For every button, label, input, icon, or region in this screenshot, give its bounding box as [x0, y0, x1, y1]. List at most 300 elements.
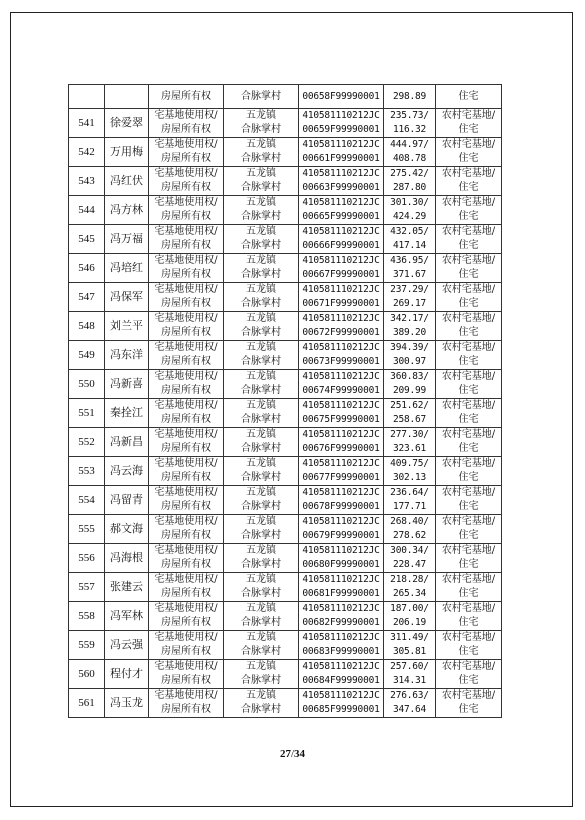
location-line: 五龙镇 — [246, 226, 276, 237]
unit-code-line: 410581110212JC — [302, 661, 380, 672]
usage-line: 农村宅基地/ — [441, 139, 496, 150]
usage-line: 农村宅基地/ — [441, 197, 496, 208]
usage-line: 住宅 — [458, 385, 479, 396]
usage-line: 住宅 — [458, 646, 479, 657]
right-type-line: 宅基地使用权/ — [154, 487, 218, 498]
table-row — [69, 283, 502, 312]
area — [384, 312, 436, 341]
usage-line: 农村宅基地/ — [441, 371, 496, 382]
usage-line: 住宅 — [458, 588, 479, 599]
right-type-line: 房屋所有权 — [161, 385, 211, 396]
unit-code-line: 410581110212JC — [302, 603, 380, 614]
right-type — [149, 225, 224, 254]
area-line: 116.32 — [392, 124, 427, 135]
area — [384, 254, 436, 283]
right-type-line: 宅基地使用权/ — [154, 197, 218, 208]
right-type-line: 房屋所有权 — [161, 617, 211, 628]
owner-name: 冯海根 — [105, 544, 149, 573]
row-index: 555 — [69, 515, 105, 544]
location-line: 合脉掌村 — [241, 588, 281, 599]
usage-line: 住宅 — [458, 182, 479, 193]
usage — [436, 283, 502, 312]
unit-code — [299, 602, 384, 631]
unit-code-line: 00659F99990001 — [302, 124, 380, 135]
right-type-line: 房屋所有权 — [161, 501, 211, 512]
unit-code-line: 00684F99990001 — [302, 675, 380, 686]
owner-name: 郝文海 — [105, 515, 149, 544]
unit-code-line: 00679F99990001 — [302, 530, 380, 541]
location-line: 五龙镇 — [246, 400, 276, 411]
right-type-line: 宅基地使用权/ — [154, 284, 218, 295]
unit-code-line: 410581110212JC — [302, 110, 380, 121]
usage-line: 农村宅基地/ — [441, 313, 496, 324]
location — [224, 312, 299, 341]
table-row — [69, 109, 502, 138]
unit-code-line: 00663F99990001 — [302, 182, 380, 193]
usage — [436, 631, 502, 660]
usage — [436, 138, 502, 167]
unit-code-line: 00683F99990001 — [302, 646, 380, 657]
location-line: 五龙镇 — [246, 255, 276, 266]
area-line: 236.64/ — [390, 487, 429, 498]
usage-line: 农村宅基地/ — [441, 226, 496, 237]
owner-name: 冯新昌 — [105, 428, 149, 457]
location — [224, 515, 299, 544]
right-type — [149, 341, 224, 370]
area — [384, 109, 436, 138]
area-line: 275.42/ — [390, 168, 429, 179]
owner-name: 冯万福 — [105, 225, 149, 254]
area-line: 206.19 — [392, 617, 427, 628]
row-index: 546 — [69, 254, 105, 283]
area-line: 209.99 — [392, 385, 427, 396]
location-line: 五龙镇 — [246, 603, 276, 614]
area — [384, 341, 436, 370]
area-line: 323.61 — [392, 443, 427, 454]
right-type — [149, 370, 224, 399]
owner-name: 张建云 — [105, 573, 149, 602]
unit-code-line: 410581110212JC — [302, 226, 380, 237]
location-line: 合脉掌村 — [241, 704, 281, 715]
unit-code — [299, 196, 384, 225]
unit-code — [299, 573, 384, 602]
location-line: 五龙镇 — [246, 661, 276, 672]
table-row — [69, 689, 502, 718]
right-type-line: 房屋所有权 — [161, 472, 211, 483]
location-line: 五龙镇 — [246, 342, 276, 353]
area-line: 301.30/ — [390, 197, 429, 208]
location-line: 合脉掌村 — [241, 327, 281, 338]
usage-line: 农村宅基地/ — [441, 516, 496, 527]
unit-code-line: 00675F99990001 — [302, 414, 380, 425]
right-type — [149, 138, 224, 167]
unit-code-line: 00667F99990001 — [302, 269, 380, 280]
unit-code — [299, 109, 384, 138]
location — [224, 486, 299, 515]
area-line: 432.05/ — [390, 226, 429, 237]
location — [224, 399, 299, 428]
unit-code-line: 410581110212JC — [302, 342, 380, 353]
right-type-line: 宅基地使用权/ — [154, 458, 218, 469]
row-index: 559 — [69, 631, 105, 660]
area-line: 394.39/ — [390, 342, 429, 353]
location-line: 合脉掌村 — [241, 443, 281, 454]
row-index: 554 — [69, 486, 105, 515]
usage-line: 农村宅基地/ — [441, 661, 496, 672]
usage — [436, 254, 502, 283]
unit-code-line: 410581110212JC — [302, 690, 380, 701]
usage-line: 农村宅基地/ — [441, 690, 496, 701]
unit-code-line: 00674F99990001 — [302, 385, 380, 396]
usage-line: 农村宅基地/ — [441, 400, 496, 411]
usage — [436, 225, 502, 254]
area-line: 251.62/ — [390, 400, 429, 411]
owner-name: 冯方林 — [105, 196, 149, 225]
right-type-line: 房屋所有权 — [161, 153, 211, 164]
area-line: 311.49/ — [390, 632, 429, 643]
area-line: 409.75/ — [390, 458, 429, 469]
location-line: 合脉掌村 — [241, 414, 281, 425]
row-index: 547 — [69, 283, 105, 312]
owner-name: 徐爱翠 — [105, 109, 149, 138]
area — [384, 457, 436, 486]
location — [224, 631, 299, 660]
location — [224, 138, 299, 167]
unit-code-line: 410581110212JC — [302, 139, 380, 150]
unit-code-line: 00661F99990001 — [302, 153, 380, 164]
owner-name: 冯红伏 — [105, 167, 149, 196]
right-type-line: 宅基地使用权/ — [154, 255, 218, 266]
right-type-line: 房屋所有权 — [161, 240, 211, 251]
location — [224, 341, 299, 370]
usage-line: 住宅 — [458, 356, 479, 367]
table-row — [69, 486, 502, 515]
location — [224, 225, 299, 254]
unit-code: 00658F99990001 — [299, 85, 384, 109]
owner-name: 冯东洋 — [105, 341, 149, 370]
usage-line: 住宅 — [458, 472, 479, 483]
unit-code — [299, 138, 384, 167]
location-line: 合脉掌村 — [241, 646, 281, 657]
table-row — [69, 138, 502, 167]
location-line: 合脉掌村 — [241, 530, 281, 541]
usage-line: 住宅 — [458, 617, 479, 628]
usage-line: 住宅 — [458, 211, 479, 222]
right-type-line: 宅基地使用权/ — [154, 632, 218, 643]
location-line: 五龙镇 — [246, 110, 276, 121]
location-line: 合脉掌村 — [241, 472, 281, 483]
area-line: 257.60/ — [390, 661, 429, 672]
right-type-line: 宅基地使用权/ — [154, 545, 218, 556]
right-type — [149, 631, 224, 660]
owner-name: 冯云海 — [105, 457, 149, 486]
right-type-line: 宅基地使用权/ — [154, 110, 218, 121]
page-current: 27 — [279, 748, 291, 760]
area-line: 305.81 — [392, 646, 427, 657]
owner-name: 刘兰平 — [105, 312, 149, 341]
row-index: 548 — [69, 312, 105, 341]
usage — [436, 428, 502, 457]
area-line: 360.83/ — [390, 371, 429, 382]
area-line: 177.71 — [392, 501, 427, 512]
unit-code-line: 410581110212JC — [302, 400, 380, 411]
usage-line: 住宅 — [458, 530, 479, 541]
location — [224, 109, 299, 138]
area-line: 268.40/ — [390, 516, 429, 527]
table-row — [69, 370, 502, 399]
location-line: 五龙镇 — [246, 284, 276, 295]
location-line: 五龙镇 — [246, 574, 276, 585]
location-line: 五龙镇 — [246, 371, 276, 382]
location — [224, 254, 299, 283]
registry-table — [68, 84, 502, 718]
unit-code-line: 410581110212JC — [302, 371, 380, 382]
right-type: 房屋所有权 — [149, 85, 224, 109]
right-type-line: 房屋所有权 — [161, 356, 211, 367]
right-type — [149, 573, 224, 602]
usage-line: 住宅 — [458, 414, 479, 425]
location-line: 合脉掌村 — [241, 298, 281, 309]
area — [384, 544, 436, 573]
right-type — [149, 254, 224, 283]
area-line: 278.62 — [392, 530, 427, 541]
unit-code — [299, 486, 384, 515]
area-line: 424.29 — [392, 211, 427, 222]
owner-name: 程付才 — [105, 660, 149, 689]
right-type-line: 宅基地使用权/ — [154, 603, 218, 614]
unit-code-line: 00682F99990001 — [302, 617, 380, 628]
area — [384, 370, 436, 399]
location — [224, 167, 299, 196]
right-type-line: 宅基地使用权/ — [154, 168, 218, 179]
area-line: 417.14 — [392, 240, 427, 251]
area — [384, 631, 436, 660]
area-line: 258.67 — [392, 414, 427, 425]
right-type-line: 房屋所有权 — [161, 646, 211, 657]
location-line: 合脉掌村 — [241, 153, 281, 164]
row-index: 553 — [69, 457, 105, 486]
area — [384, 660, 436, 689]
area — [384, 515, 436, 544]
right-type-line: 房屋所有权 — [161, 704, 211, 715]
row-index: 557 — [69, 573, 105, 602]
usage — [436, 457, 502, 486]
unit-code — [299, 283, 384, 312]
area-line: 228.47 — [392, 559, 427, 570]
location-line: 五龙镇 — [246, 313, 276, 324]
row-index — [69, 85, 105, 109]
area-line: 300.97 — [392, 356, 427, 367]
right-type-line: 房屋所有权 — [161, 559, 211, 570]
area — [384, 689, 436, 718]
table-row — [69, 631, 502, 660]
right-type-line: 房屋所有权 — [161, 124, 211, 135]
usage-line: 住宅 — [458, 124, 479, 135]
unit-code-line: 00676F99990001 — [302, 443, 380, 454]
right-type-line: 宅基地使用权/ — [154, 429, 218, 440]
usage: 住宅 — [436, 85, 502, 109]
unit-code-line: 410581110212JC — [302, 284, 380, 295]
area-line: 436.95/ — [390, 255, 429, 266]
right-type — [149, 283, 224, 312]
table-row — [69, 341, 502, 370]
usage — [436, 544, 502, 573]
location-line: 合脉掌村 — [241, 356, 281, 367]
row-index: 542 — [69, 138, 105, 167]
location-line: 五龙镇 — [246, 139, 276, 150]
unit-code-line: 00678F99990001 — [302, 501, 380, 512]
row-index: 549 — [69, 341, 105, 370]
row-index: 545 — [69, 225, 105, 254]
table-row — [69, 602, 502, 631]
usage-line: 住宅 — [458, 240, 479, 251]
area-line: 237.29/ — [390, 284, 429, 295]
right-type-line: 房屋所有权 — [161, 443, 211, 454]
location-line: 五龙镇 — [246, 545, 276, 556]
usage-line: 农村宅基地/ — [441, 574, 496, 585]
unit-code-line: 410581110212JC — [302, 197, 380, 208]
usage-line: 住宅 — [458, 153, 479, 164]
location-line: 合脉掌村 — [241, 385, 281, 396]
location-line: 合脉掌村 — [241, 617, 281, 628]
table-row — [69, 428, 502, 457]
right-type-line: 房屋所有权 — [161, 675, 211, 686]
registry-table-body — [69, 85, 502, 718]
usage-line: 住宅 — [458, 327, 479, 338]
usage — [436, 515, 502, 544]
area — [384, 196, 436, 225]
location-line: 合脉掌村 — [241, 124, 281, 135]
unit-code — [299, 341, 384, 370]
unit-code-line: 410581110212JC — [302, 487, 380, 498]
right-type-line: 宅基地使用权/ — [154, 371, 218, 382]
unit-code — [299, 689, 384, 718]
table-row — [69, 196, 502, 225]
table-row — [69, 312, 502, 341]
area — [384, 399, 436, 428]
right-type-line: 房屋所有权 — [161, 530, 211, 541]
right-type — [149, 167, 224, 196]
usage-line: 农村宅基地/ — [441, 545, 496, 556]
unit-code-line: 410581110212JC — [302, 313, 380, 324]
usage-line: 农村宅基地/ — [441, 284, 496, 295]
unit-code — [299, 254, 384, 283]
location — [224, 428, 299, 457]
usage — [436, 602, 502, 631]
table-row — [69, 457, 502, 486]
unit-code — [299, 457, 384, 486]
owner-name: 冯玉龙 — [105, 689, 149, 718]
right-type — [149, 312, 224, 341]
usage-line: 农村宅基地/ — [441, 487, 496, 498]
area-line: 389.20 — [392, 327, 427, 338]
owner-name: 冯留青 — [105, 486, 149, 515]
owner-name: 冯军林 — [105, 602, 149, 631]
right-type — [149, 457, 224, 486]
usage — [436, 341, 502, 370]
location-line: 五龙镇 — [246, 168, 276, 179]
usage — [436, 109, 502, 138]
unit-code-line: 410581110212JC — [302, 545, 380, 556]
location-line: 五龙镇 — [246, 458, 276, 469]
area-line: 314.31 — [392, 675, 427, 686]
owner-name — [105, 85, 149, 109]
location-line: 合脉掌村 — [241, 559, 281, 570]
location — [224, 602, 299, 631]
unit-code-line: 00672F99990001 — [302, 327, 380, 338]
right-type-line: 宅基地使用权/ — [154, 516, 218, 527]
page-total: 34 — [294, 748, 306, 760]
unit-code — [299, 399, 384, 428]
usage — [436, 399, 502, 428]
right-type — [149, 660, 224, 689]
right-type — [149, 399, 224, 428]
row-index: 544 — [69, 196, 105, 225]
owner-name: 冯云强 — [105, 631, 149, 660]
area — [384, 225, 436, 254]
area-line: 342.17/ — [390, 313, 429, 324]
location-line: 合脉掌村 — [241, 182, 281, 193]
usage-line: 住宅 — [458, 704, 479, 715]
location — [224, 457, 299, 486]
right-type-line: 宅基地使用权/ — [154, 690, 218, 701]
unit-code — [299, 660, 384, 689]
usage — [436, 196, 502, 225]
area-line: 408.78 — [392, 153, 427, 164]
table-row — [69, 254, 502, 283]
right-type — [149, 689, 224, 718]
row-index: 556 — [69, 544, 105, 573]
unit-code-line: 00677F99990001 — [302, 472, 380, 483]
usage-line: 农村宅基地/ — [441, 603, 496, 614]
location-line: 五龙镇 — [246, 487, 276, 498]
usage — [436, 573, 502, 602]
usage-line: 农村宅基地/ — [441, 255, 496, 266]
location — [224, 689, 299, 718]
area-line: 276.63/ — [390, 690, 429, 701]
unit-code-line: 00673F99990001 — [302, 356, 380, 367]
location-line: 合脉掌村 — [241, 501, 281, 512]
owner-name: 冯培红 — [105, 254, 149, 283]
area-line: 277.30/ — [390, 429, 429, 440]
location — [224, 196, 299, 225]
table-row — [69, 167, 502, 196]
area — [384, 138, 436, 167]
usage — [436, 660, 502, 689]
row-index: 561 — [69, 689, 105, 718]
unit-code — [299, 225, 384, 254]
location-line: 五龙镇 — [246, 197, 276, 208]
right-type — [149, 109, 224, 138]
right-type-line: 宅基地使用权/ — [154, 313, 218, 324]
unit-code — [299, 428, 384, 457]
usage — [436, 370, 502, 399]
unit-code-line: 410581110212JC — [302, 429, 380, 440]
page-separator: / — [290, 748, 295, 760]
unit-code-line: 00666F99990001 — [302, 240, 380, 251]
table-row — [69, 225, 502, 254]
area — [384, 167, 436, 196]
area — [384, 428, 436, 457]
right-type-line: 房屋所有权 — [161, 182, 211, 193]
location-line: 合脉掌村 — [241, 675, 281, 686]
area-line: 235.73/ — [390, 110, 429, 121]
location — [224, 544, 299, 573]
usage-line: 农村宅基地/ — [441, 342, 496, 353]
owner-name: 万用梅 — [105, 138, 149, 167]
usage — [436, 486, 502, 515]
unit-code-line: 410581110212JC — [302, 255, 380, 266]
